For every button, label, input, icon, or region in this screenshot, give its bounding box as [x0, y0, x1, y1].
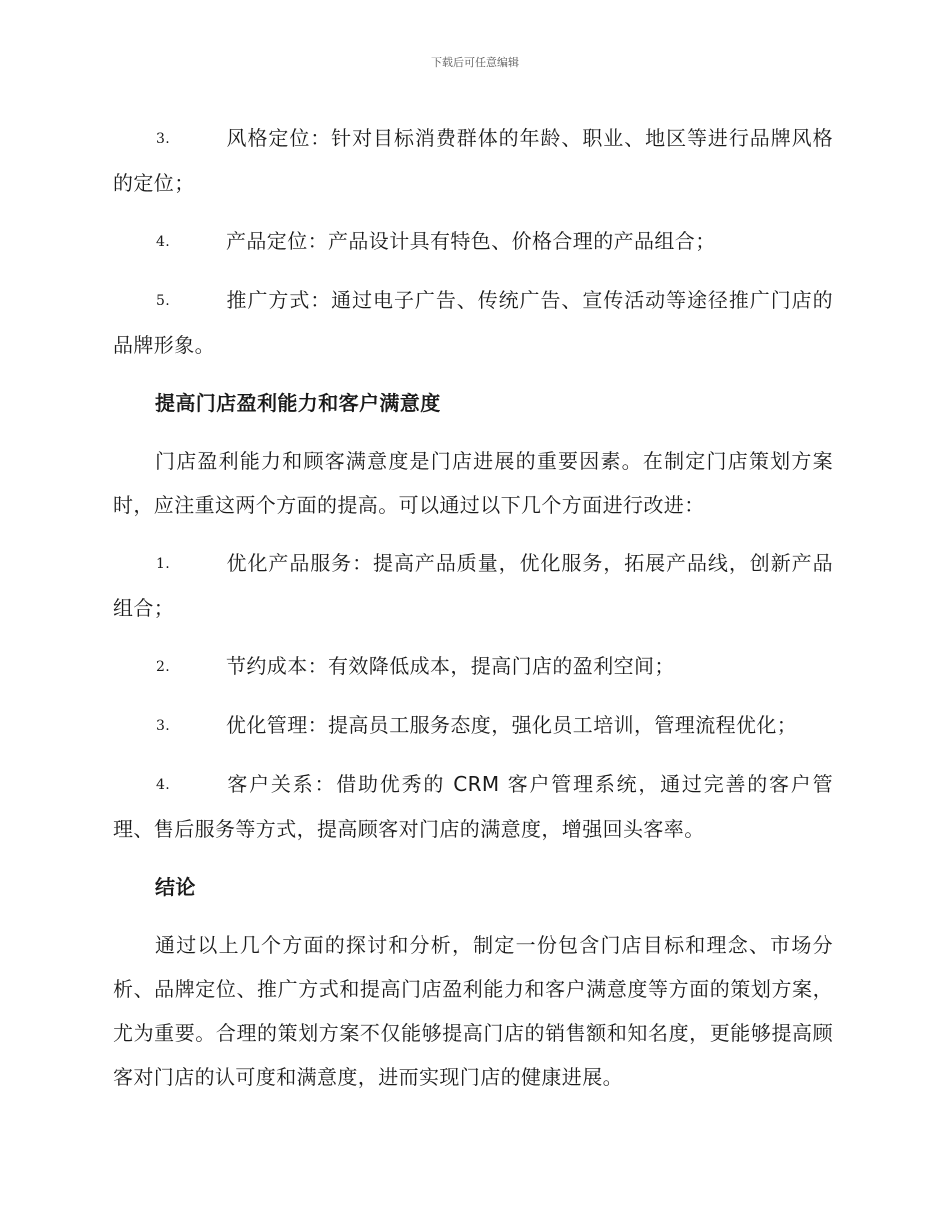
- list-item-number: 5.: [156, 293, 171, 309]
- document-body: [113, 116, 833, 1113]
- header-note: 下载后可任意编辑: [431, 56, 519, 69]
- section-heading-profit: 提高门店盈利能力和客户满意度: [155, 391, 441, 415]
- list-item-text: 节约成本：有效降低成本，提高门店的盈利空间；: [226, 654, 675, 678]
- list-item-text: 产品定位：产品设计具有特色、价格合理的产品组合；: [226, 229, 716, 253]
- list-item-text: 风格定位：针对目标消费群体的年龄、职业、地区等进行品牌风格的定位；: [113, 126, 833, 195]
- list-item-number: 4.: [156, 777, 171, 793]
- list-item-number: 3.: [156, 131, 171, 147]
- list-item-text: 推广方式：通过电子广告、传统广告、宣传活动等途径推广门店的品牌形象。: [113, 288, 833, 357]
- list-item-number: 4.: [156, 234, 171, 250]
- list-item-number: 1.: [156, 556, 171, 572]
- list-item: [113, 116, 833, 205]
- list-item-number: 3.: [156, 718, 171, 734]
- list-item: [113, 762, 833, 851]
- section-heading-conclusion: 结论: [155, 875, 196, 899]
- list-item: [113, 219, 833, 264]
- list-item: [113, 644, 833, 689]
- conclusion-paragraph: 通过以上几个方面的探讨和分析，制定一份包含门店目标和理念、市场分析、品牌定位、推广方式和提高门店盈利能力和客户满意度等方面的策划方案，尤为重要。合理的策划方案不仅能够提高门店的销售额和知名度，更能够提高顾客对门店的认可度和满意度，进而实现门店的健康进展。: [113, 933, 833, 1089]
- list-item-text: 优化管理：提高员工服务态度，强化员工培训，管理流程优化；: [226, 713, 798, 737]
- section-intro-paragraph: 门店盈利能力和顾客满意度是门店进展的重要因素。在制定门店策划方案时，应注重这两个方面的提高。可以通过以下几个方面进行改进：: [113, 449, 833, 517]
- list-item-number: 2.: [156, 659, 171, 675]
- list-item: [113, 703, 833, 748]
- list-item-text: 优化产品服务：提高产品质量，优化服务，拓展产品线，创新产品组合；: [113, 551, 833, 620]
- list-item-text: 客户关系：借助优秀的 CRM 客户管理系统，通过完善的客户管理、售后服务等方式，提高顾客对门店的满意度，增强回头客率。: [113, 772, 833, 841]
- list-item: [113, 278, 833, 367]
- list-item: [113, 541, 833, 630]
